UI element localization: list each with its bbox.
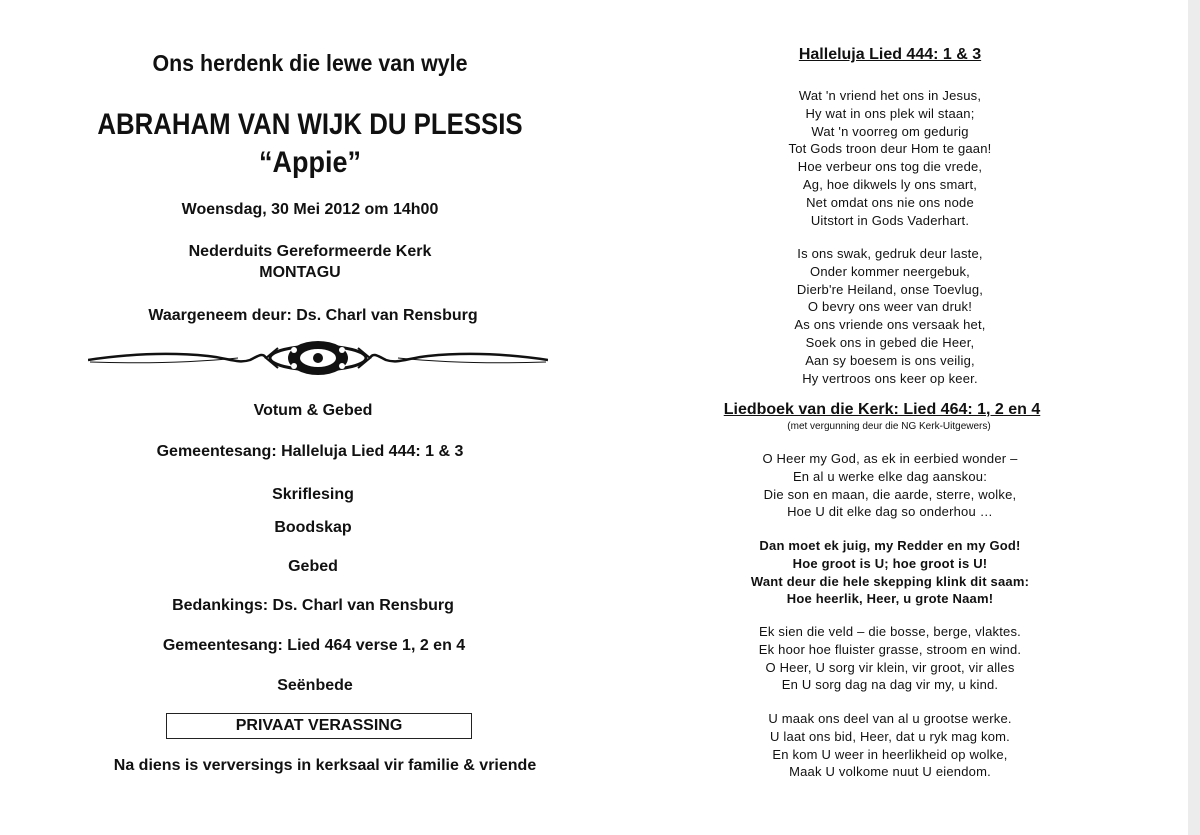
verse-line: Is ons swak, gedruk deur laste, xyxy=(797,246,983,261)
chorus-line: Hoe heerlik, Heer, u grote Naam! xyxy=(786,591,994,607)
verse-line: Maak U volkome nuut U eiendom. xyxy=(789,764,991,780)
verse-line: O bevry ons weer van druk! xyxy=(807,299,973,315)
verse-line: U laat ons bid, Heer, dat u ryk mag kom. xyxy=(770,728,1010,744)
program-item: Skriflesing xyxy=(272,486,354,503)
chorus-line: Dan moet ek juig, my Redder en my God! xyxy=(759,538,1021,553)
hymn2-verse1 xyxy=(599,450,1181,521)
verse-line: As ons vriende ons versaak het, xyxy=(794,317,986,333)
verse-line: Uitstort in Gods Vaderhart. xyxy=(810,212,970,228)
right-page xyxy=(600,0,1200,835)
program-item: Bedankings: Ds. Charl van Rensburg xyxy=(172,597,454,614)
hymn2-verse4 xyxy=(599,710,1181,781)
verse-line: Wat 'n voorreg om gedurig xyxy=(811,123,969,139)
verse-line: Ek sien die veld – die bosse, berge, vlaktes. xyxy=(759,624,1021,639)
verse-line: Net omdat ons nie ons node xyxy=(806,194,974,210)
verse-line: En al u werke elke dag aanskou: xyxy=(792,468,988,484)
verse-line: Hoe verbeur ons tog die vrede, xyxy=(797,159,983,175)
verse-line: O Heer my God, as ek in eerbied wonder – xyxy=(762,451,1018,466)
hymn2-title: Liedboek van die Kerk: Lied 464: 1, 2 en 4 xyxy=(723,401,1041,418)
verse-line: Dierb're Heiland, onse Toevlug, xyxy=(796,281,984,297)
verse-line: Wat 'n vriend het ons in Jesus, xyxy=(798,88,982,103)
hymn2-verse2 xyxy=(599,623,1181,694)
hymn1-verse1 xyxy=(599,87,1181,229)
deceased-nickname: “Appie” xyxy=(258,146,362,179)
verse-line: Hy vertroos ons keer op keer. xyxy=(802,370,978,386)
program-item: Seënbede xyxy=(277,677,353,694)
verse-line: Hy wat in ons plek wil staan; xyxy=(805,105,975,121)
verse-line: Tot Gods troon deur Hom te gaan! xyxy=(788,141,992,157)
hymn1-verse3 xyxy=(599,245,1181,387)
private-cremation-box: PRIVAAT VERASSING xyxy=(166,713,472,739)
hymn1-title: Halleluja Lied 444: 1 & 3 xyxy=(798,46,982,63)
verse-line: Soek ons in gebed die Heer, xyxy=(805,334,975,350)
officiant: Waargeneem deur: Ds. Charl van Rensburg xyxy=(148,307,478,324)
hymn2-chorus xyxy=(599,537,1181,608)
service-date: Woensdag, 30 Mei 2012 om 14h00 xyxy=(181,201,439,218)
church-town: MONTAGU xyxy=(259,264,341,281)
deceased-name: ABRAHAM VAN WIJK DU PLESSIS xyxy=(97,108,523,141)
verse-line: Die son en maan, die aarde, sterre, wolke, xyxy=(763,486,1017,502)
chorus-line: Want deur die hele skepping klink dit saam: xyxy=(750,573,1030,589)
verse-line: O Heer, U sorg vir klein, vir groot, vir alles xyxy=(765,659,1015,675)
program-item: Gebed xyxy=(288,558,338,575)
program-item: Gemeentesang: Lied 464 verse 1, 2 en 4 xyxy=(162,637,466,654)
verse-line: En U sorg dag na dag vir my, u kind. xyxy=(781,677,999,693)
ornament-divider xyxy=(88,338,548,378)
program-item: Gemeentesang: Halleluja Lied 444: 1 & 3 xyxy=(156,443,464,460)
program-item: Votum & Gebed xyxy=(253,402,373,419)
intro-heading: Ons herdenk die lewe van wyle xyxy=(152,50,468,76)
verse-line: En kom U weer in heerlikheid op wolke, xyxy=(772,746,1008,762)
scan-edge xyxy=(1188,0,1200,835)
verse-line: U maak ons deel van al u grootse werke. xyxy=(768,711,1012,726)
verse-line: Ek hoor hoe fluister grasse, stroom en wind. xyxy=(758,641,1022,657)
verse-line: Hoe U dit elke dag so onderhou … xyxy=(787,504,993,520)
church-name: Nederduits Gereformeerde Kerk xyxy=(188,243,432,260)
chorus-line: Hoe groot is U; hoe groot is U! xyxy=(792,555,988,571)
verse-line: Aan sy boesem is ons veilig, xyxy=(805,352,975,368)
verse-line: Ag, hoe dikwels ly ons smart, xyxy=(802,176,978,192)
refreshments-note: Na diens is verversings in kerksaal vir familie & vriende xyxy=(113,757,537,774)
program-item: Boodskap xyxy=(274,519,352,536)
hymn2-permission-note: (met vergunning deur die NG Kerk-Uitgewers) xyxy=(787,421,991,432)
verse-line: Onder kommer neergebuk, xyxy=(810,263,970,279)
